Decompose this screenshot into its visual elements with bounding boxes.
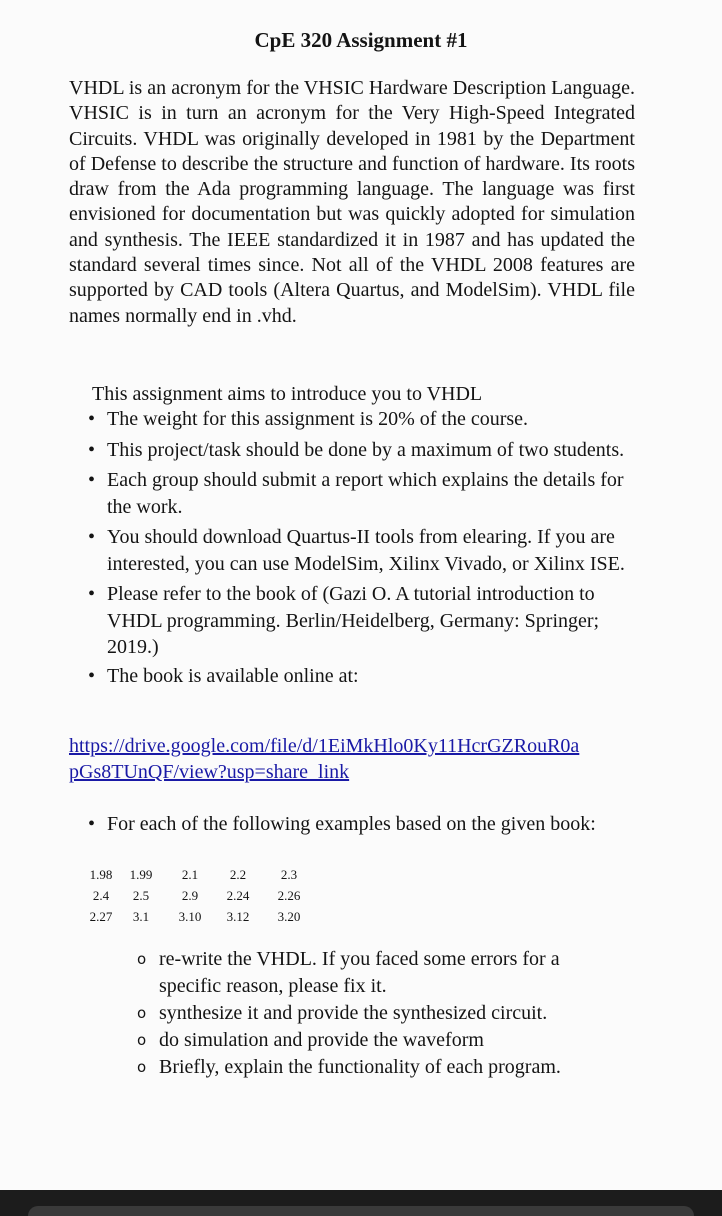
list-item — [88, 581, 648, 661]
table-cell: 3.20 — [277, 908, 301, 924]
table-cell: 3.10 — [178, 908, 202, 924]
list-item — [88, 524, 648, 577]
table-cell: 1.98 — [89, 866, 113, 882]
list-item-text: Each group should submit a report which explains the details for the work. — [107, 469, 624, 518]
table-cell: 2.27 — [89, 908, 113, 924]
book-link-line-1[interactable]: https://drive.google.com/file/d/1EiMkHlo0Ky11HcrGZRouR0a — [69, 735, 580, 757]
circle-bullet-icon: o — [137, 950, 147, 968]
table-cell: 3.1 — [132, 908, 150, 924]
table-cell: 2.5 — [132, 887, 150, 903]
circle-bullet-icon: o — [137, 1031, 147, 1049]
list-item — [137, 1027, 617, 1054]
requirements-list — [88, 406, 648, 689]
list-item — [88, 467, 648, 520]
bullet-icon: • — [88, 583, 96, 605]
table-cell: 2.9 — [181, 887, 199, 903]
table-cell: 3.12 — [226, 908, 250, 924]
book-link[interactable] — [69, 733, 669, 785]
table-row — [87, 864, 315, 885]
list-item — [88, 663, 648, 690]
table-row — [87, 906, 315, 927]
list-item-text: You should download Quartus-II tools from elearing. If you are interested, you can use ModelSim, Xilinx Vivado, or Xilinx ISE. — [107, 526, 625, 575]
aims-statement: This assignment aims to introduce you to VHDL — [92, 383, 483, 405]
bullet-icon: • — [88, 526, 96, 548]
table-cell: 1.99 — [129, 866, 153, 882]
list-item-text: The weight for this assignment is 20% of the course. — [107, 408, 529, 430]
circle-bullet-icon: o — [137, 1004, 147, 1022]
tasks-list — [137, 946, 617, 1081]
list-item-text: do simulation and provide the waveform — [159, 1029, 484, 1051]
list-item — [88, 406, 648, 433]
list-item-text: This project/task should be done by a maximum of two students. — [107, 438, 625, 461]
list-item — [137, 946, 617, 1000]
list-item-text: Please refer to the book of (Gazi O. A tutorial introduction to VHDL programming. Berlin/Heidelberg, Germany: Springer; 2019.) — [107, 583, 600, 658]
list-item — [137, 1000, 617, 1027]
book-link-line-2[interactable]: pGs8TUnQF/view?usp=share_link — [69, 761, 350, 783]
bottom-sheet-handle[interactable] — [28, 1206, 694, 1216]
table-cell: 2.3 — [280, 866, 298, 882]
bullet-icon: • — [88, 469, 96, 491]
table-cell: 2.26 — [277, 887, 301, 903]
bullet-icon: • — [88, 813, 96, 835]
circle-bullet-icon: o — [137, 1058, 147, 1076]
bullet-icon: • — [88, 408, 96, 430]
intro-paragraph: VHDL is an acronym for the VHSIC Hardware Description Language. VHSIC is in turn an acronym for the Very High-Speed Integrated Circuits. VHDL was originally developed in 1981 by the Department of Defense to describe the structure and function of hardware. Its roots draw from the Ada programming language. The language was first envisioned for documentation but was quickly adopted for simulation and synthesis. The IEEE standardized it in 1987 and has updated the standard several times since. Not all of the VHDL 2008 features are supported by CAD tools (Altera Quartus, and ModelSim). VHDL file names normally end in .vhd. — [69, 77, 635, 327]
list-item-text: The book is available online at: — [107, 664, 359, 687]
table-cell: 2.24 — [226, 887, 250, 903]
table-cell: 2.4 — [92, 887, 110, 903]
list-item-text: Briefly, explain the functionality of each program. — [159, 1056, 561, 1078]
page-title: CpE 320 Assignment #1 — [254, 28, 468, 52]
examples-table — [87, 864, 315, 927]
bullet-icon: • — [88, 438, 96, 461]
list-item — [137, 1054, 617, 1081]
table-cell: 2.1 — [181, 866, 199, 882]
examples-intro — [88, 810, 647, 838]
examples-intro-text: For each of the following examples based on the given book: — [107, 813, 596, 835]
table-cell: 2.2 — [229, 866, 247, 882]
list-item — [88, 437, 648, 464]
table-row — [87, 885, 315, 906]
list-item-text: re-write the VHDL. If you faced some errors for a specific reason, please fix it. — [159, 948, 560, 997]
list-item-text: synthesize it and provide the synthesized circuit. — [159, 1002, 548, 1024]
bullet-icon: • — [88, 664, 96, 687]
